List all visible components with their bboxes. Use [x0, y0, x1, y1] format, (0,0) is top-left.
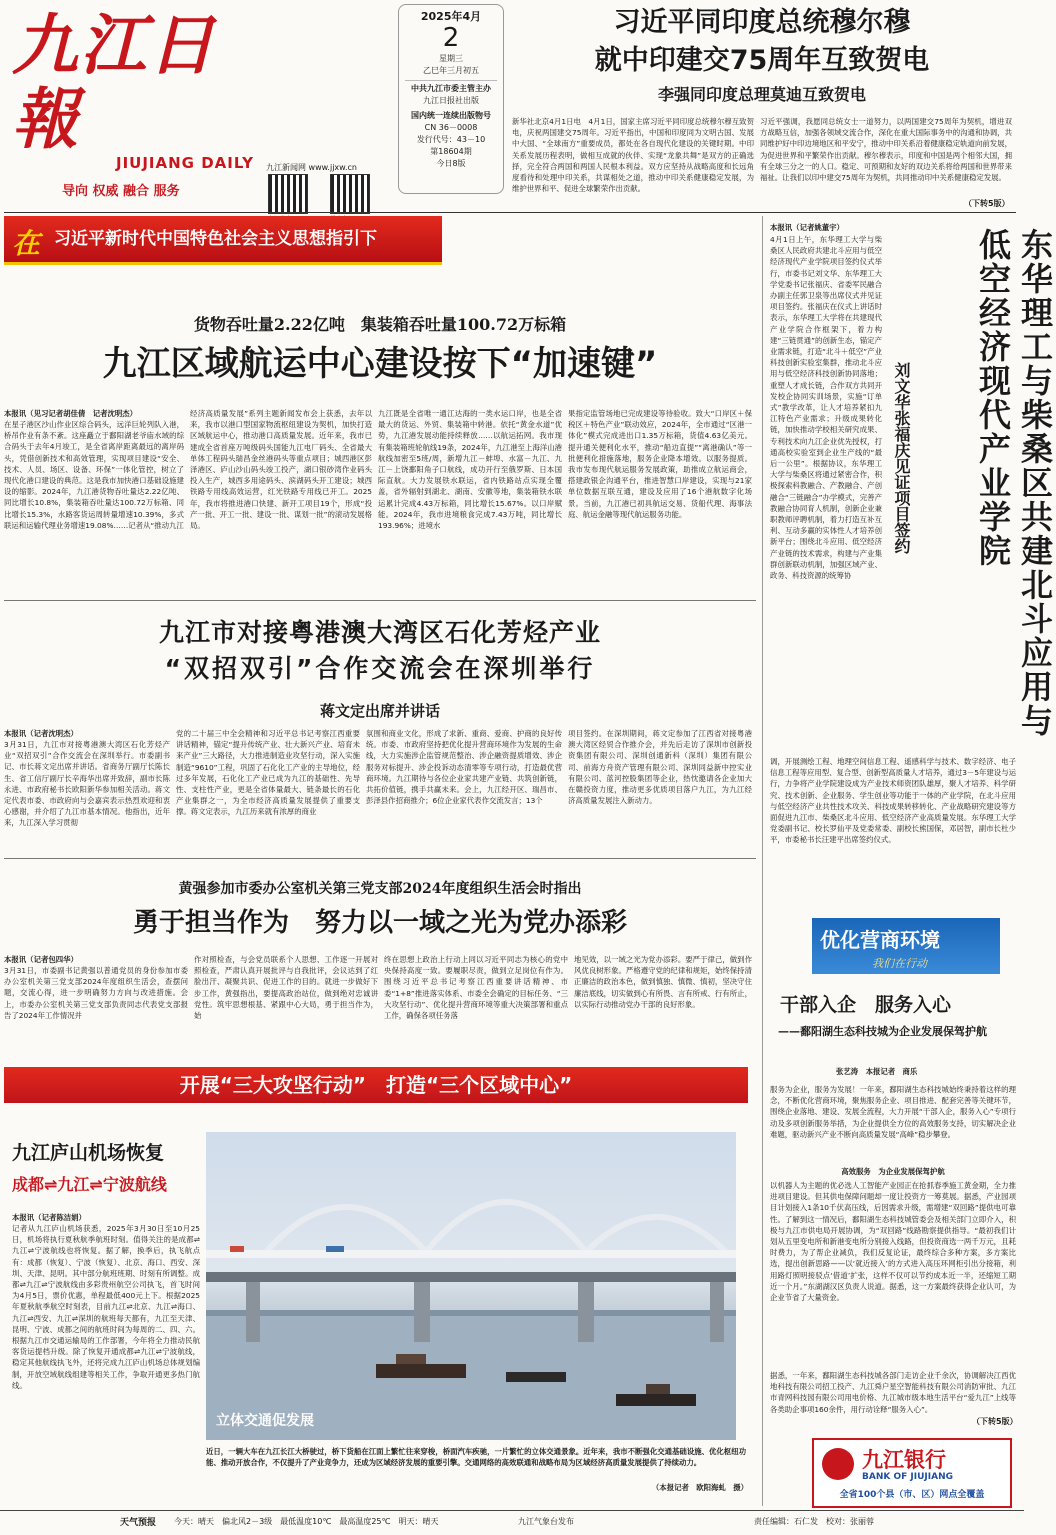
r1-byline: 本报讯（记者姚董宇）: [770, 223, 844, 232]
r2-para-3: 据悉，一年来，鄱阳湖生态科技城各部门走访企业千余次，协调解决江西优地科技有限公司招工投产、九江舜户星空智能科技有限公司消防审批、九江市青网科技园有限公司用电价格、九江城市级本地生活平台“爱九江”上线等各类助企事项160余件，用行动诠释“服务入心”。: [770, 1371, 1016, 1414]
a4-headline-2[interactable]: 成都⇌九江⇌宁波航线: [12, 1175, 167, 1194]
r1-subheadline: 刘文华张福庆见证项目签约: [892, 362, 911, 554]
bridge-illustration: [206, 1132, 736, 1440]
a1-column-1: 在星子港区沙山作业区综合码头，远洋巨轮列队入港，桥吊作业有条不紊。这座矗立于鄱阳湖老爷庙水域的综合码头于去年4月竣工，是全省离岸距离最远的离岸码头，凭借创新技术和高效管理，实现项目建设“安全、技术、人员、场区、设备、环保”一体化管控，树立了现代化港口建设的典范。这是我市加快港口基础设施建设的缩影。2024年，九江港货物吞吐量达2.22亿吨、同比增长10.8%，集装箱吞吐量达100.72万标箱、同比增长15.3%，水路客货运周转量增速10.39%，多式联运和运输代理业务增速19.08%……记者从“推动九江: [4, 420, 184, 530]
a2-column-1: 3月31日，九江市对接粤港澳大湾区石化芳烃产业“双招双引”合作交流会在深圳举行。市委副书记、市长蒋文定出席并讲话。省商务厅副厅长陈长生、省工信厅副厅长辛海华出席并致辞，副市长陈永进、市政府秘书长欧阳新华参加相关活动。蒋文定代表市委、市政府向与会嘉宾表示热烈欢迎和衷心感谢，并介绍了九江市基本情况。他指出，近年来，九江深入学习贯彻: [4, 740, 170, 828]
business-env-banner: [812, 918, 1000, 974]
business-env-sub: 我们在行动: [872, 957, 927, 970]
a1-headline[interactable]: 九江区域航运中心建设按下“加速键”: [102, 344, 658, 384]
bank-logo-icon: [822, 1448, 854, 1480]
masthead-slogan: 导向 权威 融合 服务: [62, 184, 180, 199]
masthead-english: JIUJIANG DAILY: [116, 154, 254, 172]
date-box: [398, 4, 504, 194]
masthead-title: 九江日報: [12, 6, 216, 158]
site-url: 九江新闻网 www.jjxw.cn: [266, 163, 357, 172]
r2-subheadline: ——鄱阳湖生态科技城为企业发展保驾护航: [778, 1025, 987, 1038]
a1-column-4: 果指定监管场地已完成建设等待验收。致大“口岸区＋保税区＋特色产业”联动效应，2024年，全市通过“区港一体化”模式完成进出口1.35万标箱，货值4.63亿美元。提升通关便利化水平，推动“船边直提”“离港确认”等一批便利化措施落地，服务企业降本增效。以服务提质。我市发布现代航运服务发展政策，助推成立航运商会，搭建政银企沟通平台，推进智慧口岸建设，实现与21家单位数据互联互通，建设及应用了16个港航数字化场景。当前，九江港已初具航运交易、货船代理、海事法庭、航运金融等现代航运服务功能。: [568, 409, 752, 519]
photo-credit: （本报记者 欧阳海虬 摄）: [651, 1483, 748, 1492]
continued-note: （下转5版）: [964, 199, 1010, 208]
a1-kicker: 货物吞吐量2.22亿吨 集装箱吞吐量100.72万标箱: [193, 315, 567, 334]
r1-column-1: 4月1日上午，东华理工大学与柴桑区人民政府共建北斗应用与低空经济现代产业学院项目签约仪式举行，市委书记刘文华、东华理工大学党委书记张福庆、省委军民融合办副主任郭卫泉等出席仪式并见证项目签约。张福庆在仪式上讲话时表示，东华理工大学将在共建现代产业学院合作框架下，着力构建“三链贯通”的创新生态，锚定产业需求链，打造“北斗＋低空”产业科技创新实验室集群，推动北斗应用与低空经济科技创新协同落地；重塑人才成长链，合作双方共同开发校企协同实训场景，实施“订单式”教学改革，让人才培养紧扣九江特色产业需求；升级成果转化链，加快推动学校相关研究成果、专利技术向九江企业优先授权，打通高校实验室到企业生产线的“最后一公里”。根据协议，东华理工大学与柴桑区将通过紧密合作，积极探索科教融合、产教融合、产创融合“三链融合”办学模式，完善产教融合协同育人机制，创新企业兼职教师评聘机制，着力打造互补互利、互动多赢的实体性人才培养创新平台；围绕北斗应用、低空经济产业链的技术需求，构建与产业集群创新联动机制，加强区域产业、政务、科技资源的统筹协: [770, 235, 882, 581]
photo-tag: 立体交通促发展: [216, 1413, 314, 1429]
top-headline-2[interactable]: 就中印建交75周年互致贺电: [594, 45, 930, 76]
a3-byline: 本报讯（记者包四华）: [4, 955, 78, 964]
top-column-2: 习近平强调，我愿同总统女士一道努力，以两国建交75周年为契机，增进双方战略互信，加强各领域交流合作，深化在重大国际事务中的沟通和协调，共同维护好中印边境地区和平安宁，推动中印关系沿着健康稳定轨道向前发展，为促进世界和平繁荣作出贡献。穆尔穆表示，印度和中国是两个相邻大国，拥有全球三分之一的人口。稳定、可预期和友好的双边关系将给两国和世界带来福祉。让我们以印中建交75周年为契机，共同推动印中关系健康稳定发展。: [760, 117, 1012, 183]
a3-column-2: 作对照检查，与会党员联系个人思想、工作逐一开展对照检查，严肃认真开展批评与自我批评，会议达到了红脸出汗、凝聚共识、促进工作的目的。就进一步做好下步工作，黄强指出，要提高政治站位，做到绝对忠诚讲党性。筑牢思想根基、紧跟中心大局，勇于担当作为，始: [194, 955, 378, 1021]
a2-column-4: 项目签约。在深圳期间，蒋文定参加了江西省对接粤港澳大湾区经贸合作推介会，并先后走访了深圳市创新投资集团有限公司、深圳创通新科（深圳）集团有限公司、前海方舟资产管理有限公司、深圳同益新中控实业有限公司、蓝河控股集团等企业，热忱邀请各企业加大在赣投资力度，推动更多优质项目落户九江，为九江经济高质量发展注入新动力。: [568, 729, 752, 806]
a2-subheadline: 蒋文定出席并讲话: [319, 702, 440, 720]
date-lunar: 乙巳年三月初五: [423, 66, 479, 75]
a4-byline: 本报讯（记者陈洁娟）: [12, 1213, 86, 1222]
qr-code-icon[interactable]: [268, 174, 308, 214]
top-headline-1[interactable]: 习近平同印度总统穆尔穆: [613, 7, 911, 38]
qr-code-icon[interactable]: [330, 174, 370, 214]
a3-headline[interactable]: 勇于担当作为 努力以一域之光为党办添彩: [132, 908, 627, 938]
r2-byline: 张艺涛 本报记者 商乐: [836, 1067, 918, 1076]
bank-name-en: BANK OF JIUJIANG: [862, 1472, 953, 1482]
publisher-2: 九江日报社出版: [423, 96, 479, 105]
r1-headline[interactable]: 东华理工与柴桑区共建北斗应用与低空经济现代产业学院: [974, 228, 1054, 738]
date-year-month: 2025年4月: [420, 10, 482, 23]
post-code: 发行代号：43－10: [416, 135, 486, 144]
top-subheadline: 李强同印度总理莫迪互致贺电: [657, 85, 866, 104]
a1-column-2: 经济高质量发展”系列主题新闻发布会上获悉，去年以来，我市以港口型国家物流枢纽建设为契机，加快打造区域航运中心，推动港口高质量发展。近年来，我市已建成全省首座万吨级码头国能九江电厂码头、全省最大单体工程码头瑞昌金丝港码头等重点项目；城西港区彭泽港区、庐山沙山码头竣工投产，湖口银砂湾作业码头投入生产，城西多用途码头、滨湖码头开工建设；城西铁路专用线高效运营，红光铁路专用线已开工。2025年，我市将推进港口快建、新开工项目19个，形成“投产一批、开工一批、建设一批、谋划一批”的滚动发展格局。: [190, 409, 372, 531]
a2-headline-1[interactable]: 九江市对接粤港澳大湾区石化芳烃产业: [158, 618, 601, 647]
r2-subhead: 高效服务 为企业发展保驾护航: [841, 1167, 945, 1176]
a2-headline-2[interactable]: “双招双引”合作交流会在深圳举行: [164, 654, 596, 683]
weather-source: 九江气象台发布: [518, 1517, 574, 1526]
a2-column-3: 氛围和商业文化，形成了求新、重商、爱商、护商的良好传统。市委、市政府坚持把优化提升营商环境作为发展的生命线，大力实施涉企监管规范整治、涉企融资提质增效、涉企服务对标提升、涉企投诉动态清零等专项行动，打造最优营商环境。九江期待与各位企业家共建产业链、共筑创新链，共拓价值链，携手共赢未来。会上，九江经开区、瑞昌市、彭泽县作招商推介；6位企业家代表作交流发言；13个: [366, 729, 562, 806]
campaign-banner-text: 开展“三大攻坚行动” 打造“三个区域中心”: [179, 1073, 573, 1097]
weather-forecast: 今天：晴天 偏北风2－3级 最低温度10℃ 最高温度25℃ 明天：晴天: [174, 1517, 439, 1526]
theme-banner-text: 习近平新时代中国特色社会主义思想指引下: [54, 229, 377, 249]
date-day: 2: [442, 23, 460, 53]
theme-banner: [4, 216, 442, 265]
bank-slogan: 全省100个县（市、区）网点全覆盖: [814, 1486, 1010, 1504]
issue-number: 第18604期: [430, 147, 472, 156]
banner-icon: 在: [12, 227, 41, 260]
publisher-1: 中共九江市委主管主办: [411, 84, 491, 93]
a4-headline-1[interactable]: 九江庐山机场恢复: [12, 1142, 165, 1164]
campaign-banner: [4, 1067, 748, 1103]
a3-column-3: 终在思想上政治上行动上同以习近平同志为核心的党中央保持高度一致。要履职尽责，做到立足岗位有作为。围绕习近平总书记考察江西重要讲话精神、市委“1+8”推进落实体系、市委全会确定的目标任务、“三大攻坚行动”、优化提升营商环境等重大决策部署和重点工作，确保各项任务落: [384, 955, 568, 1021]
a2-column-2: 党的二十届三中全会精神和习近平总书记考察江西重要讲话精神，锚定“提升传统产业、壮大新兴产业、培育未来产业”三大路径，大力推进制造业攻坚行动，深入实施制造“9610”工程，巩固了石化化工产业的主导地位，经过多年发展，石化化工产业已成为九江的基础性、先导性、支柱性产业，更是全省体量最大、链条最长的石化产业集群之一，为全市经济高质量发展提供了重要支撑。蒋文定表示，九江历来就有浓厚的商业: [176, 729, 360, 817]
cn-label: 国内统一连续出版物号: [411, 111, 491, 120]
r2-headline[interactable]: 干部入企 服务入心: [780, 994, 952, 1016]
a1-column-3: 九江既是全省唯一通江达海的一类水运口岸，也是全省最大的货运、外贸、集装箱中转港。依托“黄金水道”优势，九江港发展动能持续释放……以航运拓网。我市现有集装箱班轮航线19条，2024年，九江港至上海洋山港航线加密至5班/周，新增九江－蚌埠、水富－九江、九江－上饶鄱阳角子口航线，成功开行至俄罗斯、日本国际直航。大力发展铁水联运，省内铁路站点实现全覆盖，省外辐射到湖北、湖南、安徽等地，集装箱铁水联运累计完成4.43万标箱，同比增长15.67%。以口岸赋能。2024年，我市进境粮食完成7.43万吨，同比增长193.96%；进境水: [378, 409, 562, 531]
r2-para-2: 以机器人为主题的优必选人工智能产业园正在抢抓春季施工黄金期，全力推进项目建设。但其供电保障问题却一度让投资方一筹莫展。据悉，产业园项目计划接入1条10千伏高压线，后因需求升级，需增建“双回路”提供电可靠性。了解到这一情况后，鄱阳湖生态科技城管委会及相关部门立即介入，积极与九江市供电局开展协调，为“双回路”线路勘察提供指导。“最初我们计划从五里变电所和新港变电所分别接入线路，但投资商选一两千万元，且耗时费力，为了帮企业减负，我们反复论证，最终综合多种方案，多方案比选，提出创新思路——以‘就近接入’的方式进入高压环网柜引出分接箱，利用路灯照明接驳点‘借道’扩张，这样不仅可以节约成本近一半，还缩短工期近一个月。”东湖湖汉区负责人说道。据悉，这一方案最终获得企业认可，为企业节省了大量资金。: [770, 1181, 1016, 1303]
a3-column-4: 地见效，以一域之光为党办添彩。要严于律己，做到作风优良树形象。严格遵守党的纪律和规矩，始终保持清正廉洁的政治本色，做到慎独、慎微、慎初，坚决守住廉洁底线，切实做到心有所畏、言有所戒、行有所止，以实际行动推动党办干部的良好形象。: [574, 955, 752, 1009]
bank-ad[interactable]: [812, 1438, 1012, 1508]
photo-caption: 近日，一辆大车在九江长江大桥驶过，桥下货船在江面上繁忙往来穿梭，桥面汽车疾驰，一片繁忙的立体交通景象。近年来，我市不断强化交通基础设施、优化枢纽功能、推动开放合作，不仅提升了产业竞争力，还成为区域经济发展的重要引擎。交通网络的高效联通和战略布局为区域经济高质量发展提供了持续动力。: [206, 1447, 746, 1468]
a3-kicker: 黄强参加市委办公室机关第三党支部2024年度组织生活会时指出: [178, 881, 582, 897]
r2-para-1: 服务为企业，服务为发展！一年来，鄱阳湖生态科技城始终秉持着这样的理念，不断优化营商环境，聚焦服务企业、项目推进、配套完善等关键环节，围绕企业落地、建设、发展全流程，大力开展“干部入企，服务入心”专项行动及多项创新服务举措，为企业提供全方位的高效服务支持，切实解决企业难题，驱动新兴产业不断向高质量发展“高峰”稳步攀登。: [770, 1085, 1016, 1139]
masthead: [12, 8, 262, 172]
a4-column-1: 记者从九江庐山机场获悉，2025年3月30日至10月25日，机场将执行夏秋航季航班时刻。值得关注的是成都⇌九江⇌宁波航线也将恢复。据了解，换季后，执飞航点有：成都（恢复）、宁波（恢复）、北京、海口、西安、深圳、天津、昆明。其中部分航班班期、时刻有所调整。成都⇌九江⇌宁波航线由多彩贵州航空公司执飞，首飞时间为4月5日，票价优惠，单程最低400元上下。根据2025年夏秋航季航空时刻表，目前九江⇌北京、九江⇌海口、九江⇌西安、九江⇌深圳的航班每天都有，九江至天津、昆明、宁波、成都之间的航班时间为每周的二、四、六。根据九江市交通运输局的工作部署，今年将全力推动民航客货运提档升级。除了恢复开通成都⇌九江⇌宁波航线，稳定其他航线执飞外，还将完成九江庐山机场总体规划编制，开放空域航线组建等相关工作，争取开通更多热门航线。: [12, 1224, 200, 1390]
a3-column-1: 3月31日，市委副书记黄强以普通党员的身份参加市委办公室机关第三党支部2024年度组织生活会，查摆问题，交流心得，进一步明确努力方向与改进措施。会上，市委办公室机关第三党支部负责同志代表党支部报告了2024年工作情况并: [4, 966, 188, 1020]
bridge-photo: [206, 1132, 736, 1440]
a1-byline: 本报讯（见习记者胡佳倩 记者沈明杰）: [4, 409, 138, 418]
cn-number: CN 36－0008: [424, 123, 478, 132]
r2-continued: （下转5版）: [972, 1417, 1018, 1426]
a2-byline: 本报讯（记者沈明杰）: [4, 729, 78, 738]
bank-name: 九江银行: [862, 1448, 946, 1472]
weather-label: 天气预报: [120, 1518, 157, 1528]
footer: [0, 1510, 1024, 1535]
page-count: 今日8版: [436, 159, 466, 168]
business-env-title: 优化营商环境: [820, 928, 940, 952]
editor-credit: 责任编辑：石仁发 校对：张丽蓉: [754, 1517, 874, 1526]
top-column-1: 新华社北京4月1日电 4月1日，国家主席习近平同印度总统穆尔穆互致贺电，庆祝两国建交75周年。习近平指出，中国和印度同为文明古国、发展中大国、“全球南方”重要成员，都处在各自现代化建设的关键时期。中印关系发展历程表明，做相互成就的伙伴、实现“龙象共舞”是双方的正确选择，完全符合两国和两国人民根本利益。双方应坚持从战略高度和长远角度看待和处理中印关系，共谋相处之道，推动中印关系健康稳定发展，为维护世界和平、促进全球繁荣作出贡献。: [512, 117, 754, 194]
date-weekday: 星期三: [439, 54, 463, 63]
r1-column-2: 调，开展测绘工程、地理空间信息工程、遥感科学与技术、数字经济、电子信息工程等应用型、复合型、创新型高质量人才培养，通过3－5年建设与运行，力争将产业学院建设成为产业技术师资团队雄厚，聚人才培养、科学研究、技术创新、企业服务、学生创业等功能于一体的产业学院，在北斗应用与低空经济产业共性技术攻关、科技成果转移转化、产业战略研究建设等方面促进九江市、柴桑区北斗应用、低空经济产业高质量发展。东华理工大学党委副书记、校长罗仙平及党委常委、副校长熊国保，邓居智，副市长杜少平，市委秘书长汪建平出席签约仪式。: [770, 757, 1016, 845]
